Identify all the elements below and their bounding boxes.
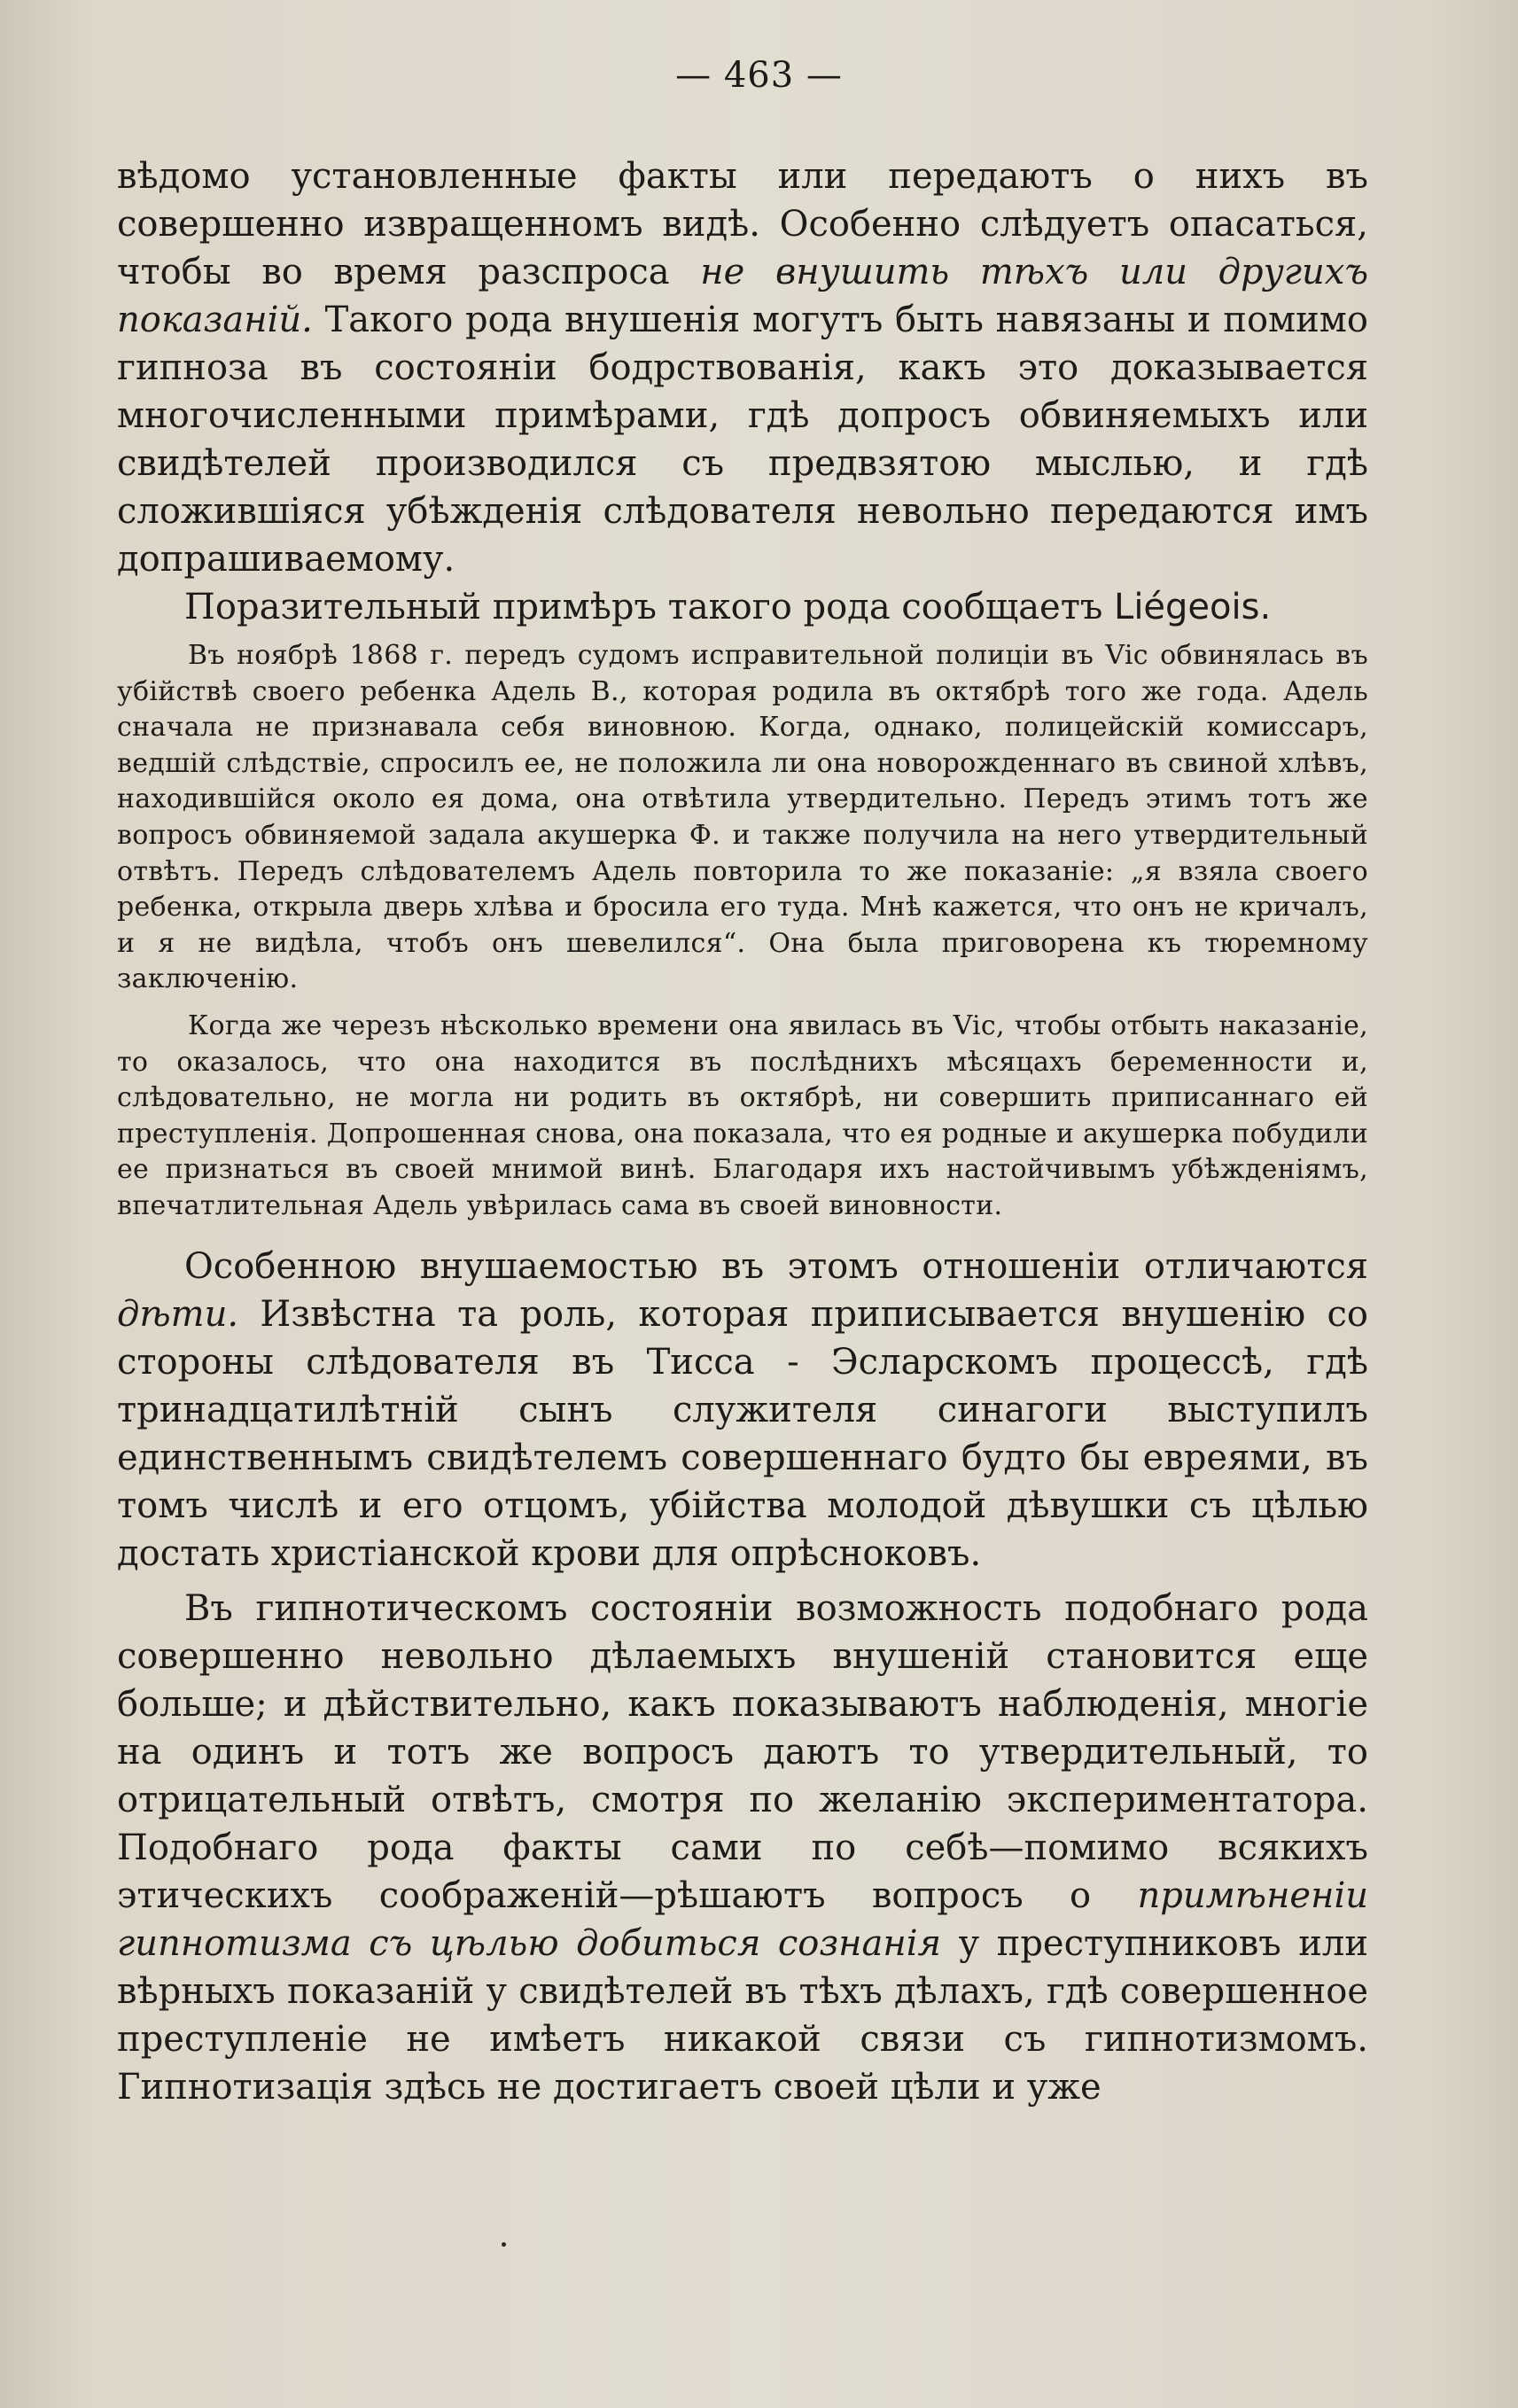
text-run: вѣдомо установленные факты или передаютъ о нихъ въ совершенно извращенномъ видѣ. Особенно слѣдуетъ опасаться, чтобы во время разспроса bbox=[117, 156, 1368, 292]
small-paragraph-1 bbox=[117, 638, 1368, 998]
text-run: Извѣстна та роль, которая приписывается внушенію со стороны слѣдователя въ Тисса - Эсларскомъ процессѣ, гдѣ тринадцатилѣтній сынъ служителя синагоги выступилъ единственнымъ свидѣтелемъ совершеннаго будто бы евреями, въ томъ числѣ и его отцомъ, убійства молодой дѣвушки съ цѣлью достать христіанской крови для опрѣсноковъ. bbox=[117, 1293, 1368, 1574]
text-run: Въ гипнотическомъ состояніи возможность подобнаго рода совершенно невольно дѣлаемыхъ внушеній становится еще больше; и дѣйствительно, какъ показываютъ наблюденія, многіе на одинъ и тотъ же вопросъ даютъ то утвердительный, то отрицательный отвѣтъ, смотря по желанію экспериментатора. Подобнаго рода факты сами по себѣ—помимо всякихъ этическихъ соображеній—рѣшаютъ вопросъ о bbox=[117, 1587, 1368, 1916]
text-run: Особенною внушаемостью въ этомъ отношеніи отличаются bbox=[184, 1245, 1368, 1287]
small-print-example bbox=[117, 638, 1368, 1225]
italic-phrase: дѣти. bbox=[117, 1293, 239, 1335]
small-paragraph-2 bbox=[117, 1009, 1368, 1225]
page-number: — 463 — bbox=[675, 55, 843, 96]
italic-phrase: примѣненіи гипнотизма съ цѣлью добиться сознанія bbox=[117, 1874, 1368, 1964]
text-run: Поразительный примѣръ такого рода сообщаетъ bbox=[184, 587, 1115, 627]
text-run: Такого рода внушенія могутъ быть навязаны и помимо гипноза въ состояніи бодрствованія, какъ это доказывается многочисленными примѣрами, гдѣ допросъ обвиняемыхъ или свидѣтелей производился съ предвзятою мыслью, и гдѣ сложившіяся убѣжденія слѣдователя невольно передаются имъ допрашиваемому. bbox=[117, 300, 1368, 580]
paragraph-2 bbox=[117, 583, 1368, 631]
paragraph-4 bbox=[117, 1585, 1368, 2111]
text-run: Въ ноябрѣ 1868 г. передъ судомъ исправительной полиціи въ Vic обвинялась въ убійствѣ своего ребенка Адель В., которая родила въ октябрѣ того же года. Адель сначала не признавала себя виновною. Когда, однако, полицейскій комиссаръ, ведшій слѣдствіе, спросилъ ее, не положила ли она новорожденнаго въ свиной хлѣвъ, находившійся около ея дома, она отвѣтила утвердительно. Передъ этимъ тотъ же вопросъ обвиняемой задала акушерка Ф. и также получила на него утвердительный отвѣтъ. Передъ слѣдователемъ Адель повторила то же показаніе: „я взяла своего ребенка, открыла дверь хлѣва и бросила его туда. Мнѣ кажется, что онъ не кричалъ, и я не видѣла, чтобъ онъ шевелился“. Она была приговорена къ тюремному заключенію. bbox=[117, 640, 1368, 995]
italic-phrase: не внушить тѣхъ или другихъ показаній. bbox=[117, 252, 1368, 340]
paragraph-3 bbox=[117, 1243, 1368, 1578]
text-run: Когда же черезъ нѣсколько времени она явилась въ Vic, чтобы отбыть наказаніе, то оказалось, что она находится въ послѣднихъ мѣсяцахъ беременности и, слѣдовательно, не могла ни родить въ октябрѣ, ни совершить приписаннаго ей преступленія. Допрошенная снова, она показала, что ея родные и акушерка побудили ее признаться въ своей мнимой винѣ. Благодаря ихъ настойчивымъ убѣжденіямъ, впечатлительная Адель увѣрилась сама въ своей виновности. bbox=[117, 1009, 1368, 1221]
ink-speck bbox=[502, 2242, 506, 2247]
text-run: Liégeois. bbox=[1114, 587, 1272, 627]
paragraph-1 bbox=[117, 152, 1368, 583]
page-body bbox=[117, 152, 1368, 2111]
text-run: у преступниковъ или вѣрныхъ показаній у свидѣтелей въ тѣхъ дѣлахъ, гдѣ совершенное преступленіе не имѣетъ никакой связи съ гипнотизмомъ. Гипнотизація здѣсь не достигаетъ своей цѣли и уже bbox=[117, 1922, 1368, 2108]
